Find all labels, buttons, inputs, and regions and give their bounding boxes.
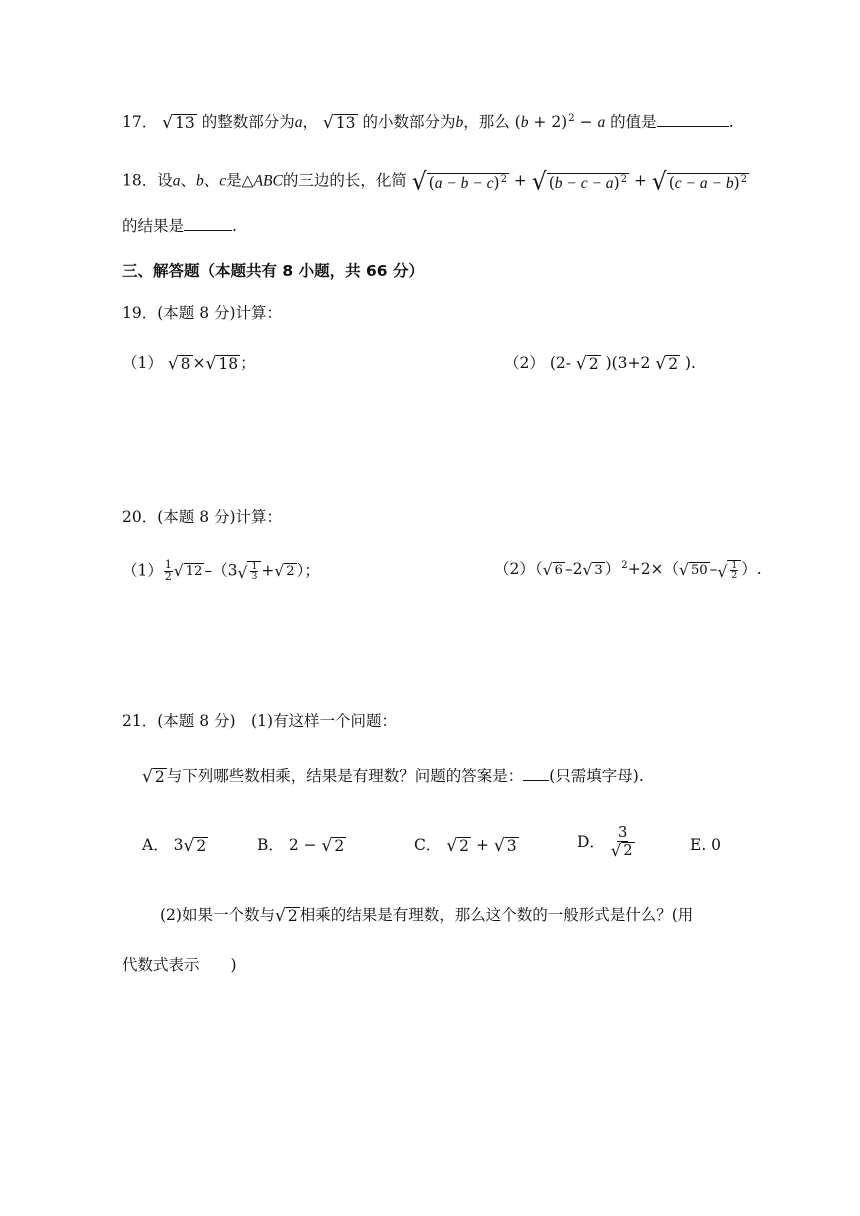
text: )(3+2 [605,354,651,372]
var-a: a [172,172,181,190]
sqrt-2: √ 2 [575,354,599,375]
plus: + [513,171,527,190]
times: × [192,354,206,372]
option-label: B． [257,836,284,854]
sqrt-6: √ 6 [542,560,563,579]
question-18 [122,167,749,196]
question-19-part1 [122,354,256,373]
text: –2 [564,560,583,579]
option-b [257,836,346,855]
answer-blank[interactable] [523,766,549,781]
sqrt-3: √ 3 [493,836,517,857]
sqrt-2: √ 2 [142,767,165,788]
sep: 、 [180,171,196,190]
sqrt-50: √ 50 [679,560,708,579]
sqrt-2: √ 2 [274,906,298,927]
period: . [232,217,237,235]
sqrt-12: √ 12 [173,561,203,580]
sqrt-term-3: √ $(c - a - b)^2$ [651,167,748,196]
plus: + [261,561,275,580]
text: (2- [549,354,571,372]
question-19-part2 [504,354,696,373]
question-number: 18．设 [122,171,173,190]
sqrt-2: √ 2 [321,836,345,857]
question-21-part2-cont: 代数式表示 ) [122,956,237,974]
text: 是△ [226,171,254,190]
text: (只需填字母). [549,767,644,785]
sqrt-one-half: √ $\frac{1}{2}$ [717,560,741,580]
plus: + [633,171,647,190]
coef: 3 [173,836,184,854]
sqrt-13: √ 13 [162,113,195,134]
sqrt-13: √ 13 [322,113,356,134]
text: 2 − [288,836,322,854]
sqrt-8: √ 8 [167,354,191,375]
sqrt-2: √ 2 [183,836,207,857]
answer-blank[interactable] [184,216,232,231]
text: +2×（ [627,560,680,579]
option-a [142,836,208,855]
question-21-head: 21．(本题 8 分) (1)有这样一个问题： [122,712,397,730]
text: 的值是 [610,113,657,131]
sqrt-18: √ 18 [205,354,239,375]
sep: 、 [203,171,220,190]
var-b: b [455,114,464,131]
sqrt-2: √ 2 [655,354,679,375]
text: ）. [741,560,762,579]
text: 的三边的长，化简 [282,171,407,190]
sqrt-term-1: √ $(a - b - c)^2$ [411,167,507,196]
text: ，那么 [463,113,510,131]
var-a: a [294,114,303,131]
fraction-3-over-sqrt2: 3 √ 2 [610,824,633,861]
text: – [709,560,718,579]
section-title: 三、解答题（本题共有 8 小题，共 66 分） [122,262,424,280]
text: 的整数部分为 [201,113,295,131]
question-20-head: 20．(本题 8 分)计算： [122,508,283,526]
text: ). [685,354,696,372]
part-label: （1） [122,354,163,372]
comma: ， [302,113,318,131]
option-e: E. 0 [690,836,722,854]
question-21-prompt [142,766,644,786]
question-18-cont [122,216,237,236]
part-label: （1） [122,561,163,580]
question-21-part2 [160,906,693,925]
expression: $(b + 2)^2 - a$ [514,112,606,131]
option-label: C． [414,836,442,854]
text: 与下列哪些数相乘，结果是有理数？问题的答案是： [166,767,524,785]
semicolon: ； [240,354,256,372]
text: –（3 [204,561,238,580]
text: ） [604,560,621,579]
option-c [414,836,519,855]
question-20-part2 [494,560,762,580]
option-d [577,826,636,860]
sqrt-3: √ 3 [582,560,603,579]
fraction-half: $\frac{1}{2}$ [164,558,172,583]
question-20-part1 [122,560,320,583]
text: 的小数部分为 [362,113,456,131]
sqrt-2: √ 2 [274,561,295,580]
text: ）； [296,561,320,580]
option-label: D． [577,832,605,851]
sqrt-one-third: √ $\frac{1}{3}$ [238,561,262,581]
question-19-head: 19．(本题 8 分)计算： [122,304,283,322]
triangle-abc: ABC [253,172,283,190]
question-number: 17． [122,113,158,131]
text: (2)如果一个数与 [160,906,275,924]
var-c: c [219,172,227,190]
text: 的结果是 [122,217,185,235]
question-17 [122,112,734,133]
part-label: （2） [504,354,545,372]
part-label: （2）（ [494,560,543,579]
period: . [728,113,734,131]
exponent: 2 [621,560,628,572]
sqrt-2: √ 2 [446,836,470,857]
plus: + [471,836,494,854]
answer-blank[interactable] [657,112,729,127]
text: 相乘的结果是有理数，那么这个数的一般形式是什么？(用 [299,906,694,924]
var-b: b [196,172,204,190]
option-label: A． [142,836,169,854]
sqrt-term-2: √ $(b - c - a)^2$ [531,167,628,196]
